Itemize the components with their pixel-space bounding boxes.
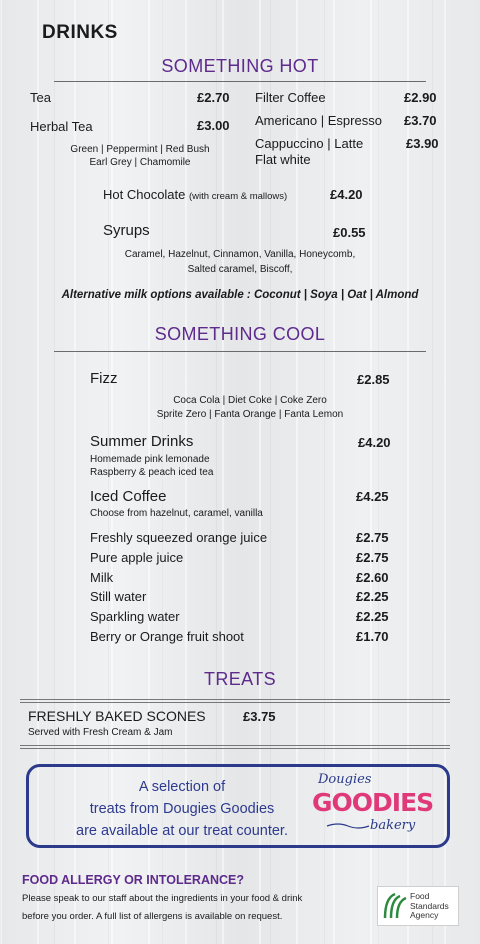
- syrup-flavours-line2: Salted caramel, Biscoff,: [187, 264, 293, 275]
- price-apple-juice: £2.75: [356, 550, 389, 565]
- divider-treats-top-1: [20, 699, 450, 700]
- divider-treats-bottom-1: [20, 745, 450, 746]
- treat-counter-text: [52, 776, 312, 842]
- section-heading-treats: TREATS: [203, 669, 277, 689]
- fsa-text-line3: Agency: [410, 910, 439, 920]
- fsa-emblem-icon: [382, 892, 408, 920]
- hot-chocolate-label: Hot Chocolate: [103, 187, 186, 202]
- hot-chocolate-note: (with cream & mallows): [189, 191, 288, 202]
- price-milk: £2.60: [356, 570, 389, 585]
- item-sparkling-water: Sparkling water: [90, 609, 180, 624]
- dougies-goodies-logo: [304, 770, 434, 840]
- price-tea: £2.70: [197, 90, 230, 105]
- item-herbal-tea: Herbal Tea: [30, 119, 93, 134]
- allergy-heading: FOOD ALLERGY OR INTOLERANCE?: [22, 873, 244, 887]
- allergy-line2: before you order. A full list of allergens is available on request.: [22, 911, 283, 922]
- divider-treats-bottom-2: [20, 748, 450, 749]
- price-americano: £3.70: [404, 113, 437, 128]
- price-cappuccino: £3.90: [406, 136, 439, 151]
- scones-note: Served with Fresh Cream & Jam: [28, 727, 173, 738]
- price-sparkling-water: £2.25: [356, 609, 389, 624]
- menu-title: DRINKS: [42, 22, 118, 43]
- item-flat-white: Flat white: [255, 152, 311, 167]
- item-iced-coffee: Iced Coffee: [90, 488, 167, 505]
- summer-drinks-line1: Homemade pink lemonade: [90, 454, 210, 465]
- item-apple-juice: Pure apple juice: [90, 550, 184, 565]
- logo-script-top: Dougies: [318, 772, 372, 787]
- treat-counter-line3: are available at our treat counter.: [76, 823, 288, 839]
- herbal-varieties-line1: Green | Peppermint | Red Bush: [70, 144, 210, 155]
- allergy-line1: Please speak to our staff about the ingredients in your food & drink: [22, 893, 303, 904]
- item-fizz: Fizz: [90, 370, 118, 387]
- price-orange-juice: £2.75: [356, 530, 389, 545]
- fsa-text-line2: Standards: [410, 900, 449, 911]
- logo-swash-icon: [326, 822, 370, 830]
- price-filter-coffee: £2.90: [404, 90, 437, 105]
- item-scones: FRESHLY BAKED SCONES: [28, 708, 206, 724]
- price-hot-chocolate: £4.20: [330, 187, 363, 202]
- fsa-text: [410, 892, 449, 921]
- logo-main-text: GOODIES: [312, 788, 434, 817]
- syrup-flavours-line1: Caramel, Hazelnut, Cinnamon, Vanilla, Honeycomb,: [124, 249, 356, 260]
- fizz-options-line1: Coca Cola | Diet Coke | Coke Zero: [173, 395, 327, 406]
- section-heading-cool: SOMETHING COOL: [154, 324, 326, 344]
- price-herbal-tea: £3.00: [197, 118, 230, 133]
- alternative-milk-note: Alternative milk options available : Coconut | Soya | Oat | Almond: [61, 289, 419, 301]
- treat-counter-line1: A selection of: [138, 779, 226, 795]
- divider-treats-top-2: [20, 702, 450, 703]
- item-tea: Tea: [30, 90, 51, 105]
- item-cappuccino: Cappuccino | Latte: [255, 136, 364, 151]
- food-standards-agency-logo: [377, 886, 459, 926]
- item-syrups: Syrups: [103, 222, 150, 239]
- section-heading-hot: SOMETHING HOT: [161, 56, 319, 76]
- price-summer-drinks: £4.20: [358, 435, 391, 450]
- price-iced-coffee: £4.25: [356, 489, 389, 504]
- summer-drinks-line2: Raspberry & peach iced tea: [90, 467, 214, 478]
- divider-cool: [54, 351, 426, 352]
- fizz-options-line2: Sprite Zero | Fanta Orange | Fanta Lemon: [156, 409, 344, 420]
- treat-counter-line2: treats from Dougies Goodies: [89, 801, 275, 817]
- item-fruit-shoot: Berry or Orange fruit shoot: [90, 629, 244, 644]
- item-still-water: Still water: [90, 589, 147, 604]
- herbal-varieties-line2: Earl Grey | Chamomile: [89, 157, 191, 168]
- item-summer-drinks: Summer Drinks: [90, 433, 194, 450]
- item-americano: Americano | Espresso: [255, 113, 382, 128]
- price-scones: £3.75: [243, 709, 276, 724]
- price-syrups: £0.55: [333, 225, 366, 240]
- item-milk: Milk: [90, 570, 114, 585]
- fsa-text-line1: Food: [410, 891, 430, 901]
- iced-coffee-options: Choose from hazelnut, caramel, vanilla: [90, 508, 263, 519]
- divider-hot: [54, 81, 426, 82]
- item-orange-juice: Freshly squeezed orange juice: [90, 530, 268, 545]
- item-hot-chocolate: [103, 187, 287, 202]
- item-filter-coffee: Filter Coffee: [255, 90, 326, 105]
- price-fruit-shoot: £1.70: [356, 629, 389, 644]
- logo-script-bottom: bakery: [370, 818, 416, 833]
- price-still-water: £2.25: [356, 589, 389, 604]
- price-fizz: £2.85: [357, 372, 390, 387]
